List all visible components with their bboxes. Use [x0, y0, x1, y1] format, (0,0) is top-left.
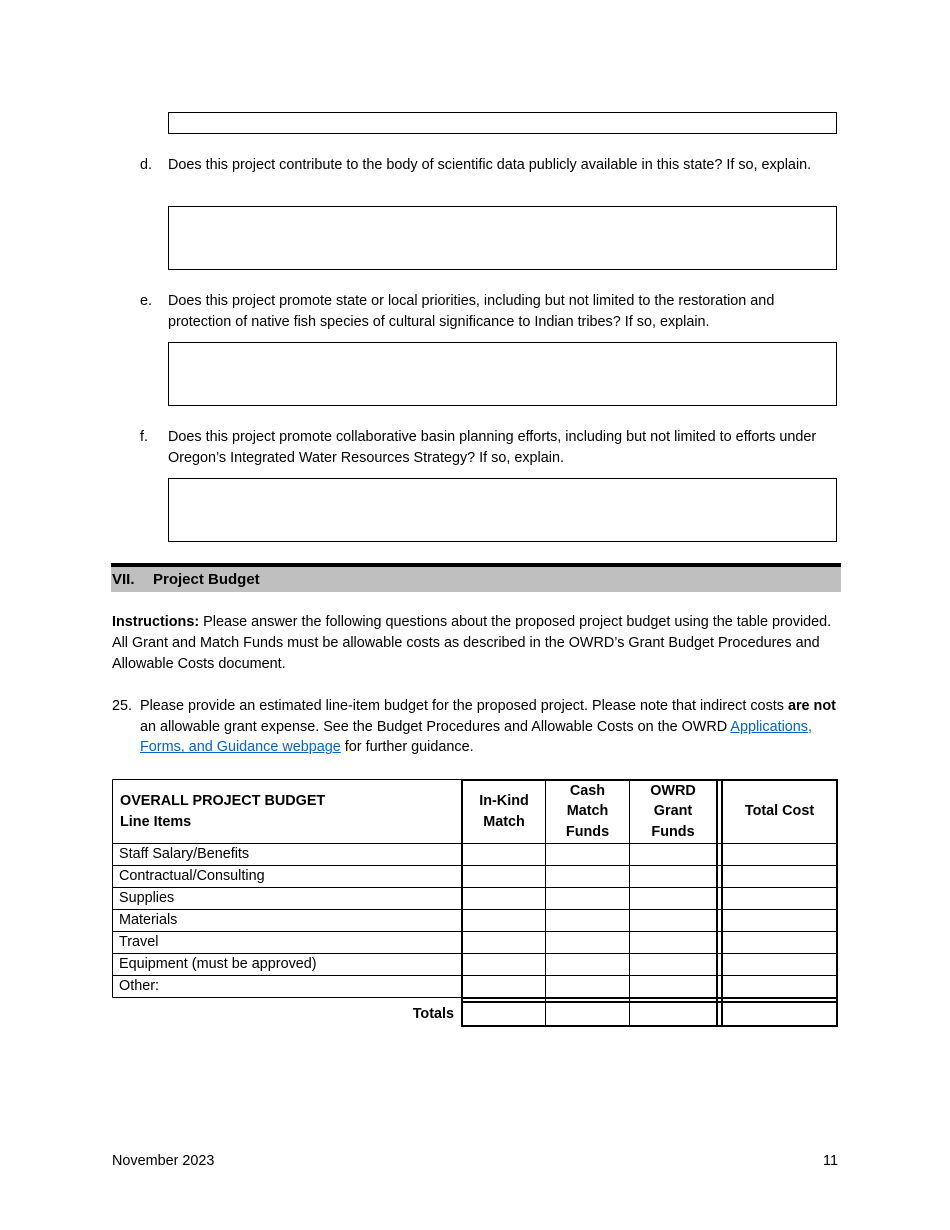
totals-label: Totals: [412, 1006, 454, 1022]
answer-box-d[interactable]: [168, 206, 837, 270]
footer-date: November 2023: [112, 1153, 215, 1169]
question-text: [140, 696, 842, 758]
total-owrd-grant-cell[interactable]: [630, 1003, 716, 1025]
question-emphasis: are not: [787, 698, 836, 714]
owrd-grant-cell[interactable]: [630, 888, 716, 909]
section-number: VII.: [112, 571, 135, 588]
column-header-line: Total Cost: [744, 803, 815, 820]
column-header-line: Match: [566, 803, 609, 820]
total-in-kind-match-cell[interactable]: [463, 1003, 545, 1025]
budget-header-title: OVERALL PROJECT BUDGET: [120, 793, 326, 809]
question-marker: 25.: [112, 698, 133, 714]
budget-header-subtitle: Line Items: [120, 814, 192, 830]
instructions-text: Please answer the following questions about the proposed project budget using the table provided. All Grant and Match Funds must be allowable costs as described in the OWRD’s Grant Budget Procedures and Allowable Costs document.: [112, 614, 832, 672]
column-header-in-kind-match: [463, 780, 545, 843]
total-cost-cell[interactable]: [723, 910, 836, 931]
owrd-grant-cell[interactable]: [630, 844, 716, 865]
question-text-part: an allowable grant expense. See the Budget Procedures and Allowable Costs on the OWRD: [140, 718, 731, 735]
question-d: [140, 155, 840, 176]
question-25: [112, 696, 842, 758]
total-cost-cell[interactable]: [723, 954, 836, 975]
column-header-line: Funds: [565, 823, 610, 840]
in-kind-match-cell[interactable]: [463, 954, 545, 975]
column-header-line: OWRD: [650, 782, 696, 799]
total-cash-match-cell[interactable]: [546, 1003, 629, 1025]
question-text: Does this project promote state or local priorities, including but not limited to the restoration and protection of native fish species of cultural significance to Indian tribes? If so, explain.: [168, 293, 775, 330]
budget-header-label: [120, 791, 460, 833]
budget-row-label: Equipment (must be approved): [119, 956, 317, 972]
total-cost-cell[interactable]: [723, 888, 836, 909]
cash-match-cell[interactable]: [546, 976, 629, 997]
question-e: [140, 291, 840, 333]
in-kind-match-cell[interactable]: [463, 844, 545, 865]
answer-box-e[interactable]: [168, 342, 837, 406]
column-header-cash-match-funds: [546, 780, 629, 843]
budget-row-label: Other:: [119, 978, 159, 994]
budget-row-label: Staff Salary/Benefits: [119, 846, 250, 862]
cash-match-cell[interactable]: [546, 910, 629, 931]
question-f: [140, 427, 840, 469]
owrd-grant-cell[interactable]: [630, 976, 716, 997]
column-header-line: Cash: [569, 782, 606, 799]
owrd-grant-cell[interactable]: [630, 866, 716, 887]
guidance-webpage-link[interactable]: Applications, Forms, and Guidance webpage: [140, 718, 812, 756]
column-header-line: Match: [483, 813, 525, 830]
cash-match-cell[interactable]: [546, 954, 629, 975]
in-kind-match-cell[interactable]: [463, 910, 545, 931]
instructions-paragraph: [112, 612, 842, 675]
total-cost-cell[interactable]: [723, 866, 836, 887]
cash-match-cell[interactable]: [546, 888, 629, 909]
owrd-grant-cell[interactable]: [630, 954, 716, 975]
question-marker: e.: [140, 293, 153, 309]
budget-row-label: Materials: [119, 912, 178, 928]
column-header-line: Funds: [651, 823, 695, 840]
answer-box-c[interactable]: [168, 112, 837, 134]
section-header: [111, 567, 841, 592]
question-marker: d.: [140, 157, 153, 173]
total-cost-cell[interactable]: [723, 932, 836, 953]
budget-row-label: Supplies: [119, 890, 175, 906]
in-kind-match-cell[interactable]: [463, 976, 545, 997]
question-text: Does this project promote collaborative basin planning efforts, including but not limited to efforts under Oregon’s Integrated Water Resources Strategy? If so, explain.: [168, 429, 817, 466]
question-text-part: for further guidance.: [340, 739, 474, 756]
owrd-grant-cell[interactable]: [630, 932, 716, 953]
budget-row-label: Travel: [119, 934, 159, 950]
question-marker: f.: [140, 429, 148, 445]
cash-match-cell[interactable]: [546, 932, 629, 953]
owrd-grant-cell[interactable]: [630, 910, 716, 931]
section-title: Project Budget: [153, 571, 260, 588]
total-cost-cell[interactable]: [723, 976, 836, 997]
answer-box-f[interactable]: [168, 478, 837, 542]
column-header-owrd-grant-funds: [630, 780, 716, 843]
cash-match-cell[interactable]: [546, 866, 629, 887]
in-kind-match-cell[interactable]: [463, 932, 545, 953]
page-number: 11: [823, 1153, 838, 1169]
column-header-line: In-Kind: [479, 793, 529, 809]
instructions-label: Instructions:: [112, 614, 200, 630]
column-header-total-cost: [723, 780, 836, 843]
in-kind-match-cell[interactable]: [463, 888, 545, 909]
question-text: Does this project contribute to the body of scientific data publicly available in this state? If so, explain.: [168, 157, 812, 173]
question-text-part: Please provide an estimated line-item budget for the proposed project. Please note that indirect costs: [140, 698, 788, 714]
in-kind-match-cell[interactable]: [463, 866, 545, 887]
total-cost-cell[interactable]: [723, 844, 836, 865]
column-header-line: Grant: [653, 803, 693, 820]
budget-row-label: Contractual/Consulting: [119, 868, 265, 884]
cash-match-cell[interactable]: [546, 844, 629, 865]
grand-total-cell[interactable]: [723, 1003, 836, 1025]
